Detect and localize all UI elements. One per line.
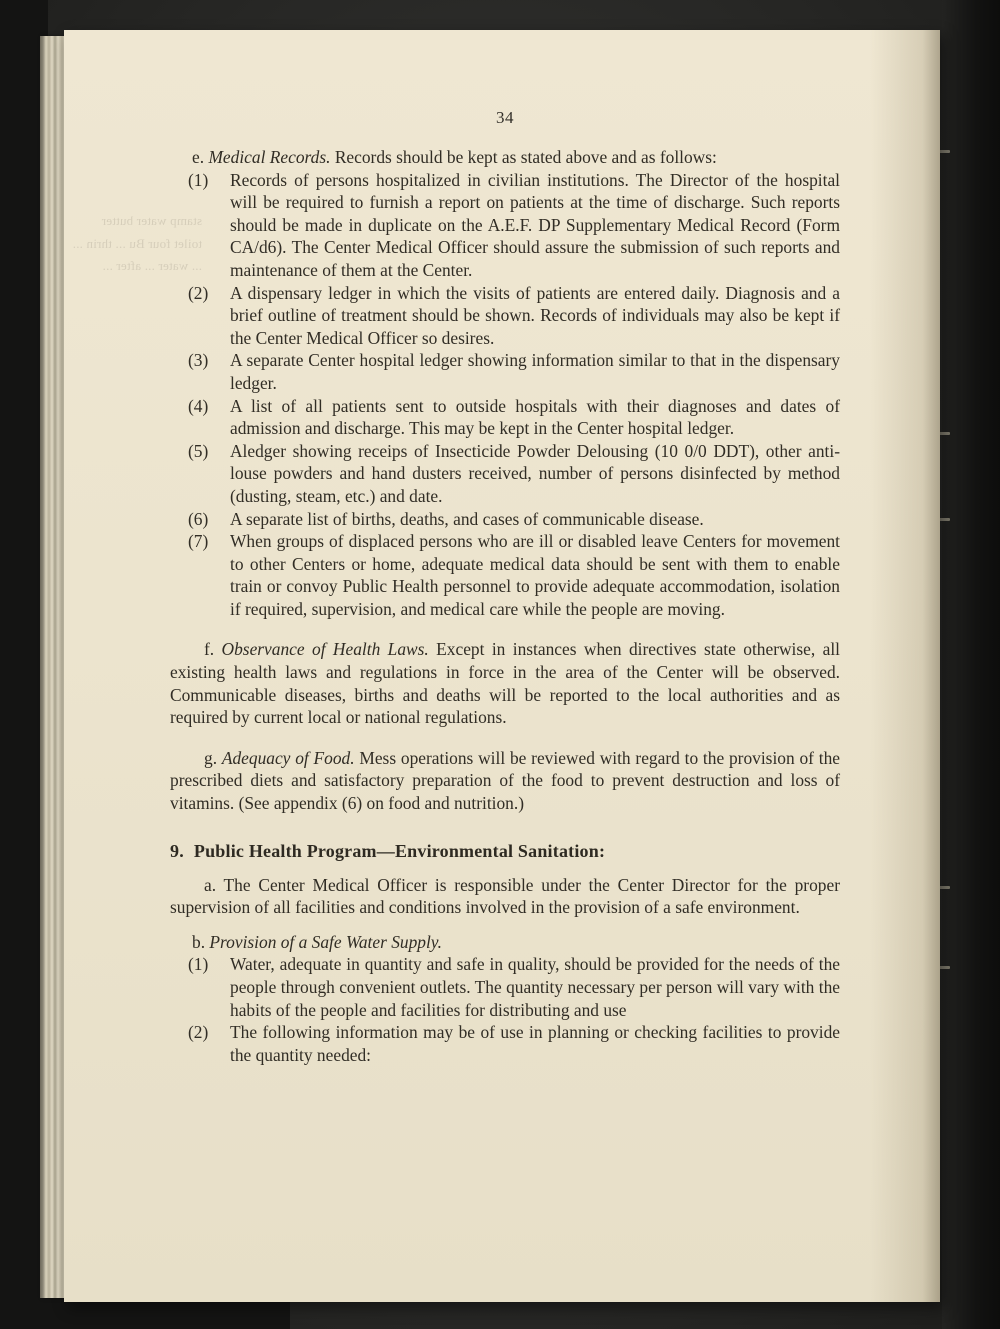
list-item bbox=[170, 530, 840, 620]
section-f-label: f. bbox=[204, 639, 215, 660]
list-item-number: (3) bbox=[188, 350, 209, 371]
list-item-number: (4) bbox=[188, 395, 209, 416]
list-item bbox=[170, 169, 840, 282]
section-g-label: g. bbox=[204, 747, 218, 768]
section-9b-title: Provision of a Safe Water Supply. bbox=[209, 931, 442, 952]
list-item-text: The following information may be of use in planning or checking facilities to provide the quantity needed: bbox=[230, 1022, 840, 1065]
section-e-label: e. bbox=[192, 147, 205, 167]
list-item-number: (1) bbox=[188, 954, 209, 975]
section-g-title: Adequacy of Food. bbox=[221, 747, 355, 768]
verso-show-through: stamp water butter toilet four Bu ... thrin ... ... water ... after ... bbox=[72, 213, 202, 273]
section-e-list bbox=[170, 169, 840, 621]
page-number: 34 bbox=[496, 108, 514, 127]
list-item-number: (7) bbox=[188, 531, 209, 552]
section-e-title: Medical Records. bbox=[208, 147, 331, 167]
list-item bbox=[170, 440, 840, 508]
list-item bbox=[170, 508, 840, 531]
section-9b-label: b. bbox=[192, 931, 206, 952]
list-item-text: Aledger showing receips of Insecticide Powder Delousing (10 0/0 DDT), other anti-louse powders and hand dusters received, number of persons disinfected by method (dusting, steam, etc.) and date. bbox=[230, 440, 840, 506]
section-9a-label: a. bbox=[204, 874, 217, 895]
section-9b-list bbox=[170, 953, 840, 1066]
section-f-text: Except in instances when directives state otherwise, all existing health laws and regulations in force in the area of the Center will be observed. Communicable diseases, births and deaths will be reported to the local authorities and as required by current local or national regulations. bbox=[170, 639, 840, 728]
list-item-number: (1) bbox=[188, 169, 209, 190]
list-item-text: A dispensary ledger in which the visits of patients are entered daily. Diagnosis and a brief outline of treatment should be shown. Records of individuals may also be kept if the Center Medical Officer so desires. bbox=[230, 282, 840, 348]
section-g-text: Mess operations will be reviewed with regard to the provision of the prescribed diets and satisfactory preparation of the food to prevent destruction and loss of vitamins. (See appendix (6) on food and nutrition.) bbox=[170, 747, 840, 814]
list-item-text: A separate list of births, deaths, and cases of communicable disease. bbox=[230, 508, 704, 529]
list-item-text: When groups of displaced persons who are ill or disabled leave Centers for movement to other Centers or home, adequate medical data should be sent with them to enable train or convoy Public Health personnel to provide adequate accommodation, isolation if required, supervision, and medical care while the people are moving. bbox=[230, 531, 840, 619]
section-9-number: 9. bbox=[170, 840, 184, 861]
section-e-lead-text: Records should be kept as stated above and as follows: bbox=[334, 147, 717, 167]
list-item bbox=[170, 349, 840, 394]
list-item-number: (2) bbox=[188, 282, 209, 303]
list-item-text: Water, adequate in quantity and safe in quality, should be provided for the needs of the people through convenient outlets. The quantity necessary per person will vary with the habits of the people and facilities for distributing and use bbox=[230, 954, 840, 1020]
list-item bbox=[170, 953, 840, 1021]
section-9-heading bbox=[170, 841, 840, 862]
list-item-text: Records of persons hospitalized in civilian institutions. The Director of the hospital will be required to furnish a report on patients at the time of discharge. Such reports should be made in duplicate on the A.E.F. DP Supplementary Medical Record (Form CA/d6). The Center Medical Officer should assure the submission of such reports and maintenance of them at the Center. bbox=[230, 169, 840, 280]
section-9a-text: The Center Medical Officer is responsible under the Center Director for the proper supervision of all facilities and conditions involved in the provision of a safe environment. bbox=[170, 874, 840, 918]
section-e-lead bbox=[170, 146, 840, 169]
list-item-number: (5) bbox=[188, 440, 209, 461]
section-g bbox=[170, 747, 840, 815]
list-item-number: (6) bbox=[188, 508, 209, 529]
section-9a bbox=[170, 874, 840, 919]
page-content bbox=[170, 0, 840, 1066]
list-item bbox=[170, 1021, 840, 1066]
section-9-title: Public Health Program—Environmental Sanitation: bbox=[193, 840, 606, 861]
list-item-number: (2) bbox=[188, 1022, 209, 1043]
section-e bbox=[170, 146, 840, 620]
list-item-text: A separate Center hospital ledger showing information similar to that in the dispensary ledger. bbox=[230, 350, 840, 393]
list-item bbox=[170, 282, 840, 350]
section-9b bbox=[170, 931, 840, 1067]
section-f-title: Observance of Health Laws. bbox=[221, 639, 429, 660]
list-item-text: A list of all patients sent to outside hospitals with their diagnoses and dates of admission and discharge. This may be kept in the Center hospital ledger. bbox=[230, 395, 840, 439]
section-f bbox=[170, 638, 840, 728]
list-item bbox=[170, 395, 840, 440]
